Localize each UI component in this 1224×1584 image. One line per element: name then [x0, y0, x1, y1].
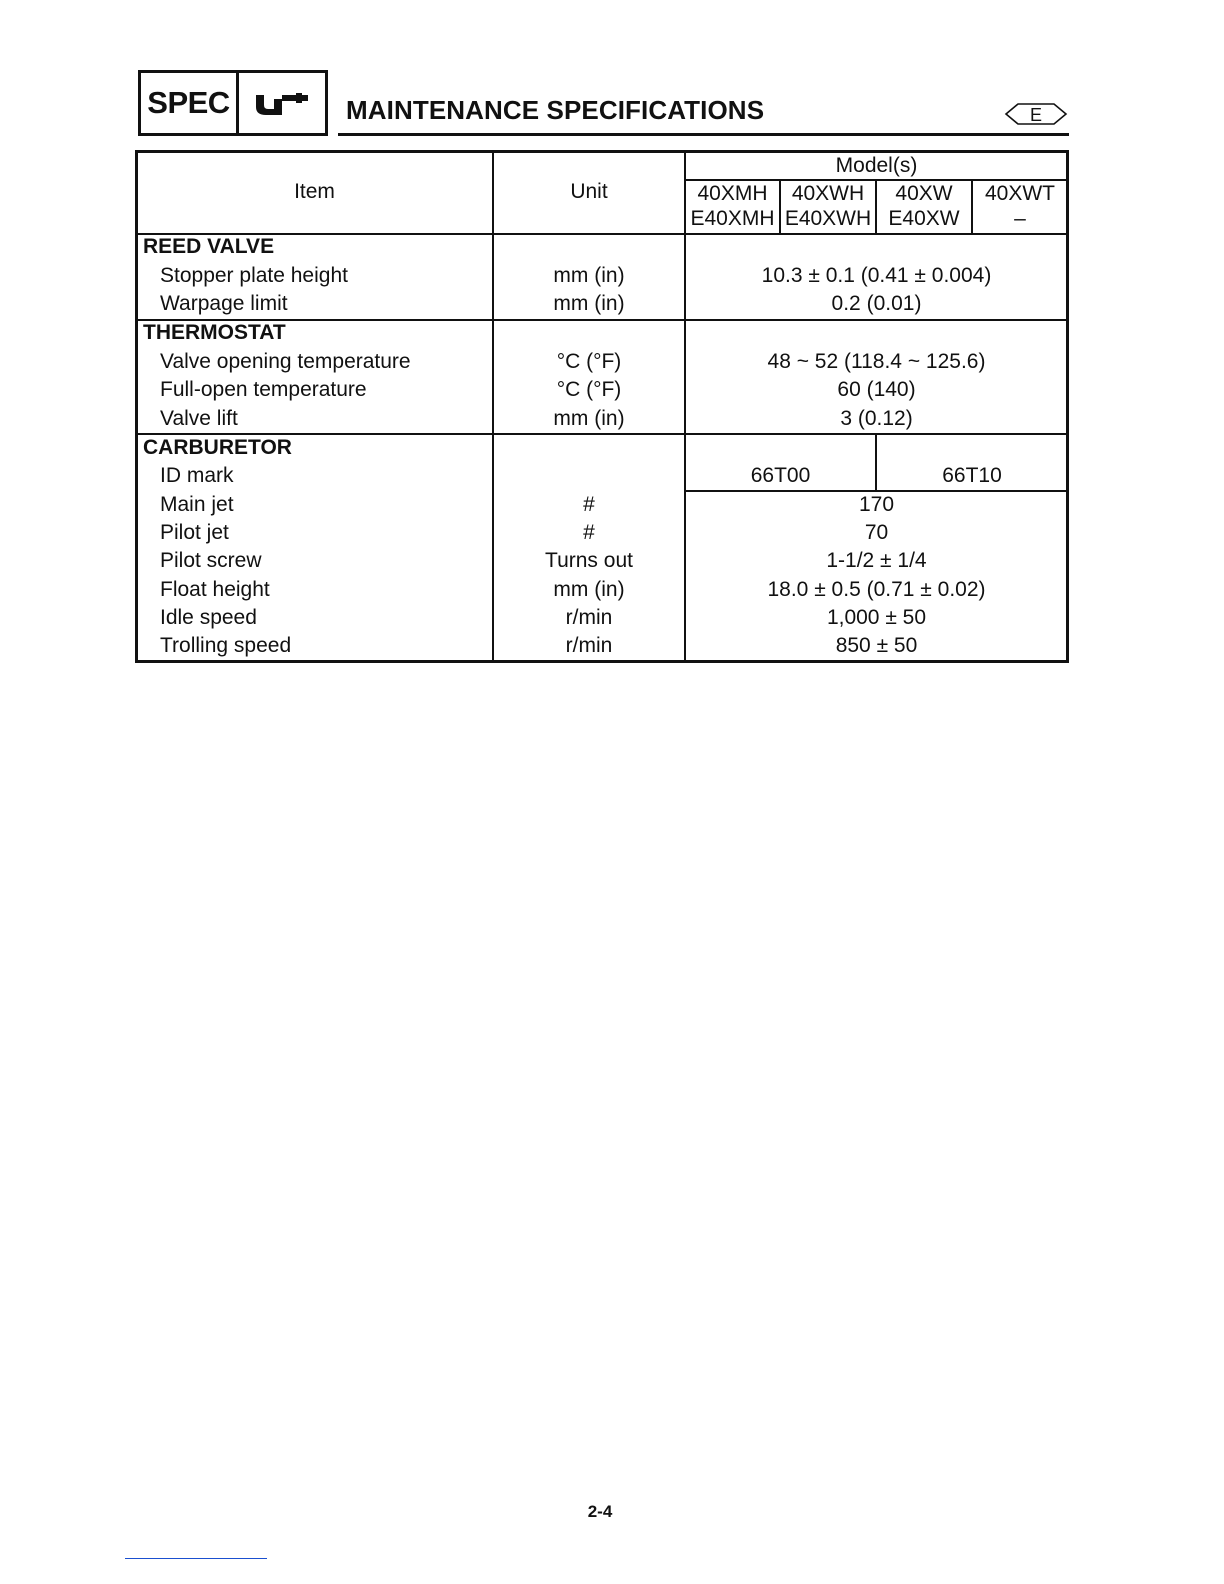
spec-badge: [138, 70, 328, 136]
unit-idle-speed: r/min: [565, 606, 613, 629]
item-pilot-jet: Pilot jet: [160, 521, 229, 544]
value-full-open-temperature: 60 (140): [837, 378, 916, 401]
value-float-height: 18.0 ± 0.5 (0.71 ± 0.02): [767, 578, 986, 601]
row-divider-thermostat: [137, 433, 1067, 435]
model-3-line1: 40XW: [895, 182, 953, 205]
item-float-height: Float height: [160, 578, 270, 601]
model-4-line1: 40XWT: [984, 182, 1055, 205]
model-2-line1: 40XWH: [791, 182, 865, 205]
item-main-jet: Main jet: [160, 493, 234, 516]
model-3-line2: E40XW: [888, 207, 960, 230]
value-id-mark-b: 66T10: [942, 464, 1002, 487]
model-1-line2: E40XMH: [690, 207, 775, 230]
unit-float-height: mm (in): [553, 578, 625, 601]
header-unit: Unit: [570, 180, 608, 203]
item-pilot-screw: Pilot screw: [160, 549, 262, 572]
page-title: MAINTENANCE SPECIFICATIONS: [346, 95, 765, 125]
caliper-icon: [239, 73, 325, 133]
item-idle-speed: Idle speed: [160, 606, 257, 629]
page-number: 2-4: [587, 1502, 613, 1521]
footer-rule: [125, 1558, 267, 1559]
model-1-line1: 40XMH: [697, 182, 768, 205]
section-heading-carburetor: CARBURETOR: [143, 436, 292, 459]
unit-valve-lift: mm (in): [553, 407, 625, 430]
value-valve-opening-temperature: 48 ~ 52 (118.4 ~ 125.6): [767, 350, 986, 373]
model-2-line2: E40XWH: [784, 207, 872, 230]
row-divider-header: [137, 233, 1067, 235]
unit-warpage-limit: mm (in): [553, 292, 625, 315]
value-trolling-speed: 850 ± 50: [835, 634, 918, 657]
value-idle-speed: 1,000 ± 50: [826, 606, 927, 629]
value-pilot-screw: 1-1/2 ± 1/4: [826, 549, 927, 572]
item-stopper-plate-height: Stopper plate height: [160, 264, 348, 287]
value-stopper-plate-height: 10.3 ± 0.1 (0.41 ± 0.004): [761, 264, 992, 287]
section-heading-thermostat: THERMOSTAT: [143, 321, 286, 344]
model-4-line2: –: [1014, 207, 1026, 230]
value-pilot-jet: 70: [864, 521, 889, 544]
value-main-jet: 170: [858, 493, 895, 516]
title-rule: [338, 133, 1069, 136]
item-valve-opening-temperature: Valve opening temperature: [160, 350, 411, 373]
header-models: Model(s): [835, 154, 918, 177]
language-badge: [1004, 102, 1068, 126]
unit-main-jet: #: [583, 493, 595, 516]
unit-valve-opening-temperature: °C (°F): [556, 350, 622, 373]
unit-trolling-speed: r/min: [565, 634, 613, 657]
row-divider-id-mark: [684, 490, 1067, 492]
header-item: Item: [294, 180, 335, 203]
item-valve-lift: Valve lift: [160, 407, 238, 430]
spec-badge-label: SPEC: [141, 73, 239, 133]
value-warpage-limit: 0.2 (0.01): [831, 292, 922, 315]
item-trolling-speed: Trolling speed: [160, 634, 292, 657]
section-heading-reed-valve: REED VALVE: [143, 235, 275, 258]
unit-pilot-screw: Turns out: [545, 549, 633, 572]
value-id-mark-a: 66T00: [750, 464, 811, 487]
unit-stopper-plate-height: mm (in): [553, 264, 625, 287]
language-code: E: [1029, 105, 1043, 125]
item-full-open-temperature: Full-open temperature: [160, 378, 367, 401]
row-divider-models: [684, 179, 1067, 181]
value-valve-lift: 3 (0.12): [840, 407, 913, 430]
item-id-mark: ID mark: [160, 464, 234, 487]
unit-full-open-temperature: °C (°F): [556, 378, 622, 401]
unit-pilot-jet: #: [583, 521, 595, 544]
item-warpage-limit: Warpage limit: [160, 292, 288, 315]
